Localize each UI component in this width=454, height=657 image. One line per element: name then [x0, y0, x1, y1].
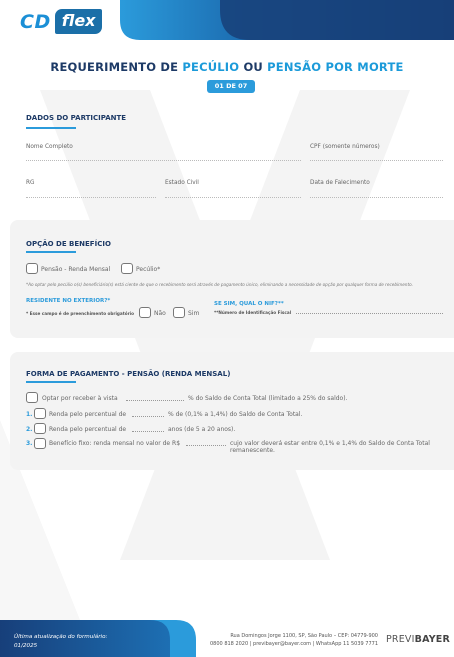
percent-income-label: Renda pelo percentual de	[49, 411, 127, 418]
nif-hint: **Número de Identificação Fiscal	[214, 310, 292, 315]
cpf-label: CPF (somente números)	[310, 144, 380, 150]
fixed-benefit-label: Benefício fixo: renda mensal no valor de R$	[49, 440, 181, 447]
peculio-note: *Ao optar pelo pecúlio o(s) beneficiário(s) está ciente de que o recebimento será através de pagamento único, eliminando a necessidade de opção por qualquer forma de recebimento.	[26, 282, 414, 287]
option-number: 1.	[26, 411, 33, 418]
full-name-label: Nome Completo	[26, 144, 73, 150]
civil-status-label: Estado Civil	[165, 180, 199, 186]
death-date-label: Data de Falecimento	[310, 180, 370, 186]
logo-flex-text: flex	[55, 9, 103, 34]
abroad-yes-checkbox[interactable]	[173, 307, 185, 318]
percent-income-checkbox[interactable]	[34, 408, 46, 419]
fixed-benefit-suffix: cujo valor deverá estar entre 0,1% e 1,4% do Saldo de Conta Total	[230, 440, 430, 447]
cd-flex-logo	[20, 9, 102, 34]
cash-option-suffix: % do Saldo de Conta Total (limitado a 25% do saldo).	[188, 395, 348, 402]
abroad-yes-label: Sim	[188, 310, 200, 317]
pension-option-label: Pensão - Renda Mensal	[41, 266, 111, 273]
peculio-option-label: Pecúlio*	[136, 266, 161, 273]
payment-section-title: FORMA DE PAGAMENTO - PENSÃO (RENDA MENSAL)	[26, 370, 231, 378]
cash-option-checkbox[interactable]	[26, 392, 38, 403]
years-income-label: Renda pelo percentual de	[49, 426, 127, 433]
abroad-required-note: * Esse campo é de preenchimento obrigatório	[26, 311, 134, 316]
death-date-field[interactable]	[310, 197, 443, 198]
section-underline	[26, 127, 76, 129]
peculio-checkbox[interactable]	[121, 263, 133, 274]
full-name-field[interactable]	[26, 160, 301, 161]
cpf-field[interactable]	[310, 160, 443, 161]
percent-income-field[interactable]	[132, 416, 164, 417]
percent-income-suffix: % de (0,1% a 1,4%) do Saldo de Conta Total.	[168, 411, 303, 418]
page-counter-badge: 01 DE 07	[207, 80, 255, 93]
abroad-no-checkbox[interactable]	[139, 307, 151, 318]
participant-section-title: DADOS DO PARTICIPANTE	[26, 114, 127, 122]
cash-percent-field[interactable]	[126, 400, 184, 401]
years-income-suffix: anos (de 5 a 20 anos).	[168, 426, 236, 433]
nif-field[interactable]	[296, 313, 443, 314]
section-underline	[26, 381, 76, 383]
option-number: 3.	[26, 440, 33, 447]
years-income-checkbox[interactable]	[34, 423, 46, 434]
fixed-benefit-checkbox[interactable]	[34, 438, 46, 449]
fixed-benefit-field[interactable]	[186, 445, 226, 446]
logo-cd-text: CD	[20, 10, 51, 33]
option-number: 2.	[26, 426, 33, 433]
previbayer-logo: PREVIBAYER	[385, 634, 450, 645]
rg-field[interactable]	[26, 197, 156, 198]
footer-contact: Rua Domingos Jorge 1100, SP, São Paulo – CEP: 04779-900 0800 818 2020 | previbayer@bayer.com | WhatsApp 11 5039 7771	[210, 633, 378, 647]
cash-option-label: Optar por receber à vista	[42, 395, 118, 402]
page-title: REQUERIMENTO DE PECÚLIO OU PENSÃO POR MORTE	[50, 60, 404, 74]
nif-question: SE SIM, QUAL O NIF?**	[214, 301, 284, 307]
abroad-no-label: Não	[154, 310, 166, 317]
rg-label: RG	[26, 180, 35, 186]
section-underline	[26, 251, 76, 253]
pension-checkbox[interactable]	[26, 263, 38, 274]
benefit-option-panel	[10, 220, 454, 338]
header-decoration	[120, 0, 454, 40]
fixed-benefit-suffix-line2: remanescente.	[230, 447, 275, 454]
benefit-section-title: OPÇÃO DE BENEFÍCIO	[26, 240, 111, 248]
abroad-question: RESIDENTE NO EXTERIOR?*	[26, 298, 111, 304]
form-update-info: Última atualização do formulário: 01/2025	[14, 634, 108, 649]
civil-status-field[interactable]	[165, 197, 301, 198]
years-income-field[interactable]	[132, 431, 164, 432]
